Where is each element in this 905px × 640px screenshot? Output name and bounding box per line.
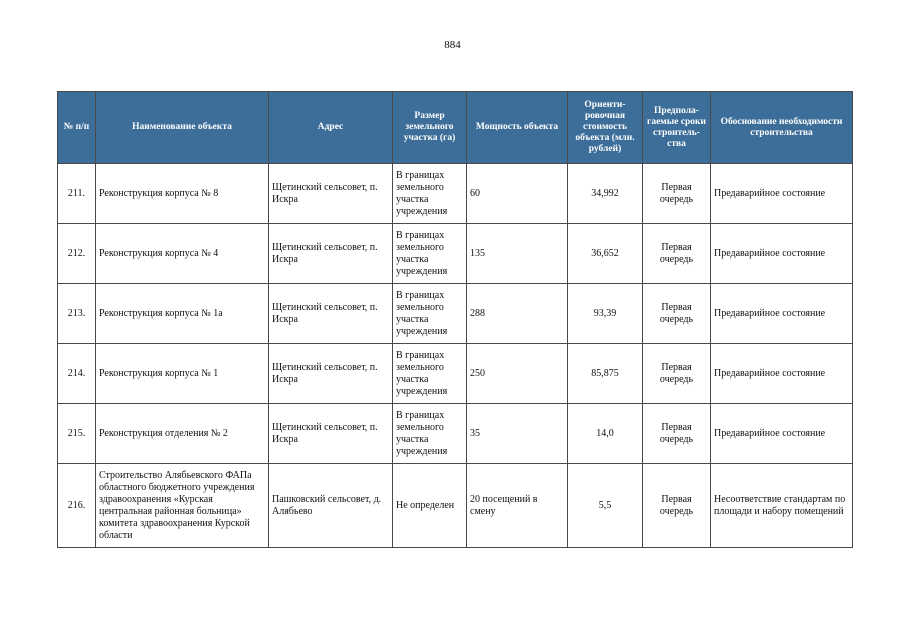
row-object-name: Реконструкция корпуса № 4 [96,224,269,284]
row-cost: 93,39 [568,284,643,344]
table-row [58,164,853,224]
table-row [58,224,853,284]
row-land-size: Не определен [393,464,467,548]
row-object-name: Реконструкция корпуса № 1 [96,344,269,404]
row-number: 216. [58,464,96,548]
row-number: 215. [58,404,96,464]
row-land-size: В границах земельного участка учреждения [393,224,467,284]
row-address: Щетинский сельсовет, п. Искра [269,344,393,404]
row-reason: Предаварийное состояние [711,344,853,404]
row-capacity: 35 [467,404,568,464]
row-capacity: 60 [467,164,568,224]
row-address: Щетинский сельсовет, п. Искра [269,164,393,224]
row-reason: Предаварийное состояние [711,224,853,284]
row-term: Первая очередь [643,164,711,224]
row-land-size: В границах земельного участка учреждения [393,404,467,464]
row-capacity: 250 [467,344,568,404]
row-reason: Несоответствие стандартам по площади и набору помещений [711,464,853,548]
row-cost: 5,5 [568,464,643,548]
row-term: Первая очередь [643,404,711,464]
row-cost: 14,0 [568,404,643,464]
row-address: Щетинский сельсовет, п. Искра [269,284,393,344]
header-number: № п/п [58,92,96,164]
row-term: Первая очередь [643,284,711,344]
row-object-name: Реконструкция корпуса № 1а [96,284,269,344]
row-capacity: 135 [467,224,568,284]
row-number: 212. [58,224,96,284]
row-term: Первая очередь [643,464,711,548]
row-object-name: Реконструкция корпуса № 8 [96,164,269,224]
table-header-row [58,92,853,164]
header-capacity: Мощность объекта [467,92,568,164]
header-cost: Ориенти-ровочная стоимость объекта (млн. рублей) [568,92,643,164]
row-object-name: Реконструкция отделения № 2 [96,404,269,464]
page-number: 884 [444,39,461,51]
row-number: 214. [58,344,96,404]
row-capacity: 20 посещений в смену [467,464,568,548]
table-row [58,464,853,548]
row-capacity: 288 [467,284,568,344]
row-number: 211. [58,164,96,224]
table-row [58,404,853,464]
row-reason: Предаварийное состояние [711,164,853,224]
objects-table [57,91,853,548]
row-address: Пашковский сельсовет, д. Алябьево [269,464,393,548]
row-cost: 36,652 [568,224,643,284]
header-object-name: Наименование объекта [96,92,269,164]
row-term: Первая очередь [643,224,711,284]
row-term: Первая очередь [643,344,711,404]
row-reason: Предаварийное состояние [711,404,853,464]
row-reason: Предаварийное состояние [711,284,853,344]
row-object-name: Строительство Алябьевского ФАПа областного бюджетного учреждения здравоохранения «Курская центральная районная больница» комитета здравоохранения Курской области [96,464,269,548]
header-land-size: Размер земельного участка (га) [393,92,467,164]
row-land-size: В границах земельного участка учреждения [393,164,467,224]
row-cost: 85,875 [568,344,643,404]
table-row [58,344,853,404]
row-land-size: В границах земельного участка учреждения [393,284,467,344]
header-term: Предпола-гаемые сроки строитель-ства [643,92,711,164]
row-land-size: В границах земельного участка учреждения [393,344,467,404]
table-row [58,284,853,344]
row-address: Щетинский сельсовет, п. Искра [269,404,393,464]
row-number: 213. [58,284,96,344]
row-address: Щетинский сельсовет, п. Искра [269,224,393,284]
row-cost: 34,992 [568,164,643,224]
header-address: Адрес [269,92,393,164]
header-reason: Обоснование необходимости строительства [711,92,853,164]
